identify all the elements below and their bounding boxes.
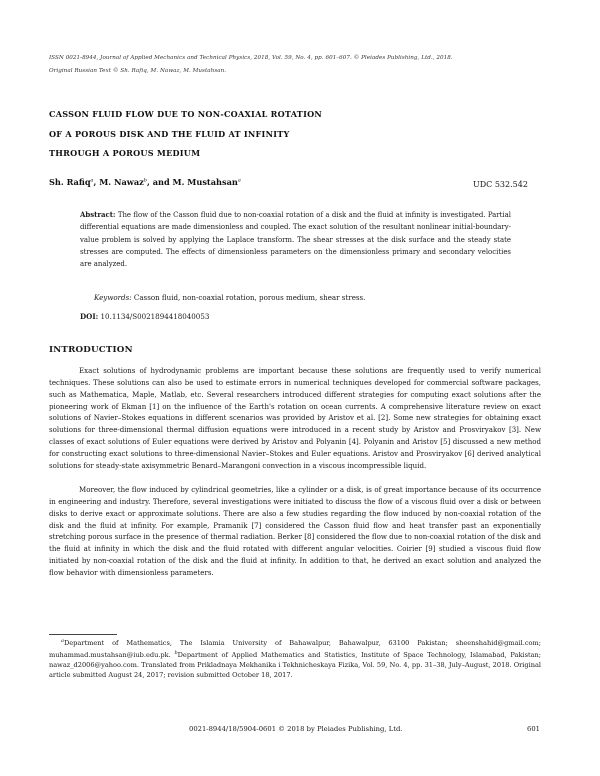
body-text: [49, 484, 541, 579]
footnote-mark: b: [174, 650, 178, 657]
udc-code: UDC 532.542: [473, 180, 528, 189]
journal-citation-line: ISSN 0021-8944, Journal of Applied Mechanics and Technical Physics, 2018, Vol. 59, No. 4, pp. 601–607. © Pleiades Publishing, Ltd., 2018.: [49, 55, 453, 61]
footnote-divider: [49, 634, 117, 635]
doi: [80, 312, 209, 321]
copyright-footer: 0021-8944/18/5904-0601 © 2018 by Pleiades Publishing, Ltd.: [189, 725, 403, 733]
affiliation-footnote: [49, 637, 541, 681]
footnote-text: Department of Mathematics, The Islamia University of Bahawalpur, Bahawalpur, 63100 Pakistan; sheenshahid@gmail.com; muhammad.mustahsan@iub.edu.pk.: [49, 639, 541, 660]
author-list: [49, 177, 241, 187]
abstract-text: The flow of the Casson fluid due to non-coaxial rotation of a disk and the fluid at infinity is investigated. Partial differential equations are made dimensionless and coupled. The exact solution of the resultant nonlinear initial-boundary-value problem is solved by applying the Laplace transform. The shear stresses at the disk surface and the steady state stresses are computed. The effects of dimensionless parameters on the dimensionless primary and secondary velocities are analyzed.: [80, 211, 511, 269]
article-title-line-2: OF A POROUS DISK AND THE FLUID AT INFINITY: [49, 129, 290, 139]
affiliation-mark: a: [90, 177, 94, 184]
abstract: [80, 209, 511, 270]
footnote-mark: a: [61, 638, 64, 644]
author-name: M. Nawaz: [99, 177, 144, 187]
author-separator: ,: [93, 177, 100, 187]
body-text: [49, 365, 541, 472]
original-text-line: Original Russian Text © Sh. Rafiq, M. Nawaz, M. Mustahsan.: [49, 68, 227, 74]
keywords: [94, 293, 365, 302]
affiliation-mark: b: [143, 177, 147, 184]
doi-label: DOI:: [80, 312, 99, 321]
article-title-line-1: CASSON FLUID FLOW DUE TO NON-COAXIAL ROTATION: [49, 109, 323, 119]
author-name: Sh. Rafiq: [49, 177, 91, 187]
author-name: M. Mustahsan: [172, 177, 238, 187]
abstract-label: Abstract:: [80, 210, 116, 219]
article-title-line-3: THROUGH A POROUS MEDIUM: [49, 148, 201, 158]
page-number: 601: [527, 725, 540, 733]
doi-value: 10.1134/S0021894418040053: [100, 312, 210, 321]
paragraph: Exact solutions of hydrodynamic problems are important because these solutions are frequently used to verify numerical techniques. These solutions can also be used to estimate errors in numerical techniques developed for commercial software packages, such as Mathematica, Maple, Matlab, etc. Several researchers introduced different strategies for computing exact solutions after the pioneering work of Ekman [1] on the influence of the Earth's rotation on ocean currents. A comprehensive literature review on exact solutions of Navier–Stokes equations in different scenarios was provided by Aristov et al. [2]. Some new strategies for obtaining exact solutions for three-dimensional thermal diffusion equations were introduced in a recent study by Aristov and Prosviryakov [3]. New classes of exact solutions of Euler equations were derived by Aristov and Polyanin [4]. Polyanin and Aristov [5] discussed a new method for constructing exact solutions to three-dimensional Navier–Stokes and Euler equations. Aristov and Prosviryakov [6] derived analytical solutions for steady-state axisymmetric Benard–Marangoni convection in a viscous incompressible liquid.: [49, 366, 541, 470]
section-heading-introduction: INTRODUCTION: [49, 345, 133, 355]
paragraph: Moreover, the flow induced by cylindrical geometries, like a cylinder or a disk, is of great importance because of its occurrence in engineering and industry. Therefore, several investigations were initiated to discuss the flow of a viscous fluid over a disk or between disks to derive exact or approximate solutions. There are also a few studies regarding the flow induced by non-coaxial rotation of the disk and the fluid at infinity. For example, Pramanik [7] considered the Casson fluid flow and heat transfer past an exponentially stretching porous surface in the presence of thermal radiation. Berker [8] considered the flow due to non-coaxial rotation of the disk and the fluid at infinity in which the disk and the fluid rotated with different angular velocities. Coirier [9] studied a viscous fluid flow initiated by non-coaxial rotation of the disk and the fluid at infinity. In addition to that, he derived an exact solution and analyzed the flow behavior with dimensionless parameters.: [49, 485, 541, 577]
author-separator: , and: [147, 177, 173, 187]
keywords-text: Casson fluid, non-coaxial rotation, porous medium, shear stress.: [133, 293, 366, 302]
keywords-label: Keywords:: [94, 293, 132, 302]
footnote-text: Department of Applied Mathematics and Statistics, Institute of Space Technology, Islamabad, Pakistan; nawaz_d2006@yahoo.com. Translated from Prikladnaya Mekhanika i Tekhnicheskaya Fizika, Vol. 59, No. 4, pp. 31–38, July–August, 2018. Original article submitted August 24, 2017; revision submitted October 18, 2017.: [49, 651, 541, 680]
affiliation-mark: a: [237, 177, 241, 184]
